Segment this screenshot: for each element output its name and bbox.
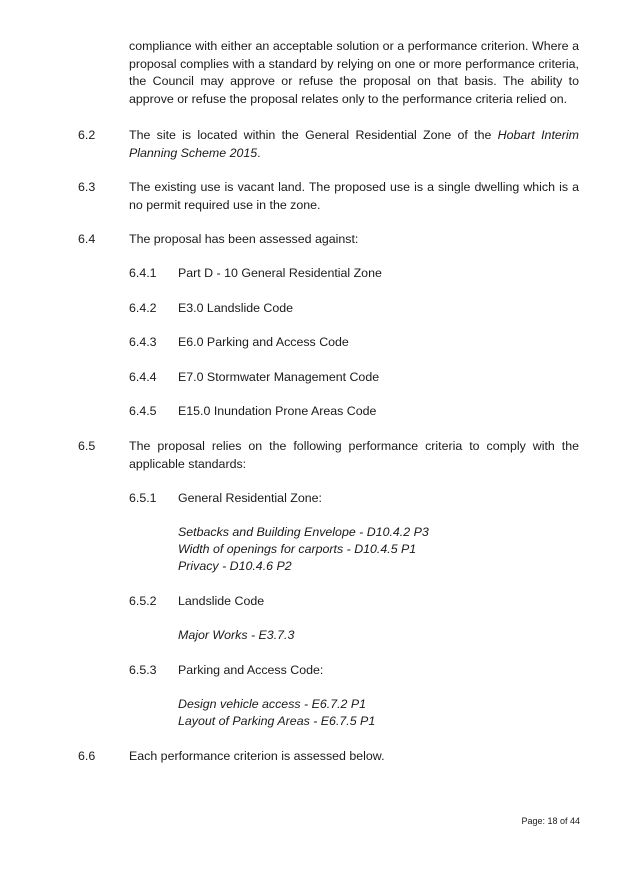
criterion-item: Design vehicle access - E6.7.2 P1 bbox=[178, 697, 367, 711]
subsection-text: E7.0 Stormwater Management Code bbox=[178, 370, 380, 384]
section-text-part: The site is located within the General Residential Zone of the bbox=[129, 128, 498, 142]
criterion-item: Privacy - D10.4.6 P2 bbox=[178, 559, 292, 573]
section-number: 6.2 bbox=[78, 128, 96, 142]
subsection-number: 6.4.5 bbox=[129, 404, 157, 418]
section-text: The proposal has been assessed against: bbox=[129, 232, 359, 246]
section-text bbox=[129, 127, 579, 162]
subsection-title: Landslide Code bbox=[178, 594, 265, 608]
criterion-item: Layout of Parking Areas - E6.7.5 P1 bbox=[178, 714, 376, 728]
criterion-item: Major Works - E3.7.3 bbox=[178, 628, 295, 642]
section-number: 6.6 bbox=[78, 749, 96, 763]
section-text-part: . bbox=[257, 145, 261, 160]
subsection-text: Part D - 10 General Residential Zone bbox=[178, 266, 382, 280]
intro-paragraph: compliance with either an acceptable solution or a performance criterion. Where a proposal complies with a standard by relying on one or more performance criteria, the Council may approve or refuse the proposal on that basis. The ability to approve or refuse the proposal relates only to the performance criteria relied on. bbox=[129, 39, 579, 106]
subsection-number: 6.4.1 bbox=[129, 266, 157, 280]
subsection-text: E15.0 Inundation Prone Areas Code bbox=[178, 404, 377, 418]
section-text: The proposal relies on the following performance criteria to comply with the applicable standards: bbox=[129, 439, 579, 471]
subsection-number: 6.5.1 bbox=[129, 491, 157, 505]
planning-scheme-title: Hobart Interim Planning Scheme 2015 bbox=[129, 128, 579, 160]
subsection-text: E3.0 Landslide Code bbox=[178, 301, 294, 315]
criterion-item: Setbacks and Building Envelope - D10.4.2 P3 bbox=[178, 525, 429, 539]
section-number: 6.3 bbox=[78, 180, 96, 194]
section-text: Each performance criterion is assessed below. bbox=[129, 749, 385, 763]
page-number: Page: 18 of 44 bbox=[521, 816, 580, 826]
subsection-text: E6.0 Parking and Access Code bbox=[178, 335, 349, 349]
subsection-number: 6.5.3 bbox=[129, 663, 157, 677]
subsection-number: 6.5.2 bbox=[129, 594, 157, 608]
subsection-title: Parking and Access Code: bbox=[178, 663, 324, 677]
subsection-number: 6.4.3 bbox=[129, 335, 157, 349]
criterion-item: Width of openings for carports - D10.4.5 P1 bbox=[178, 542, 417, 556]
section-text: The existing use is vacant land. The proposed use is a single dwelling which is a no permit required use in the zone. bbox=[129, 180, 579, 212]
subsection-number: 6.4.2 bbox=[129, 301, 157, 315]
subsection-number: 6.4.4 bbox=[129, 370, 157, 384]
section-number: 6.5 bbox=[78, 439, 96, 453]
section-number: 6.4 bbox=[78, 232, 96, 246]
subsection-title: General Residential Zone: bbox=[178, 491, 322, 505]
